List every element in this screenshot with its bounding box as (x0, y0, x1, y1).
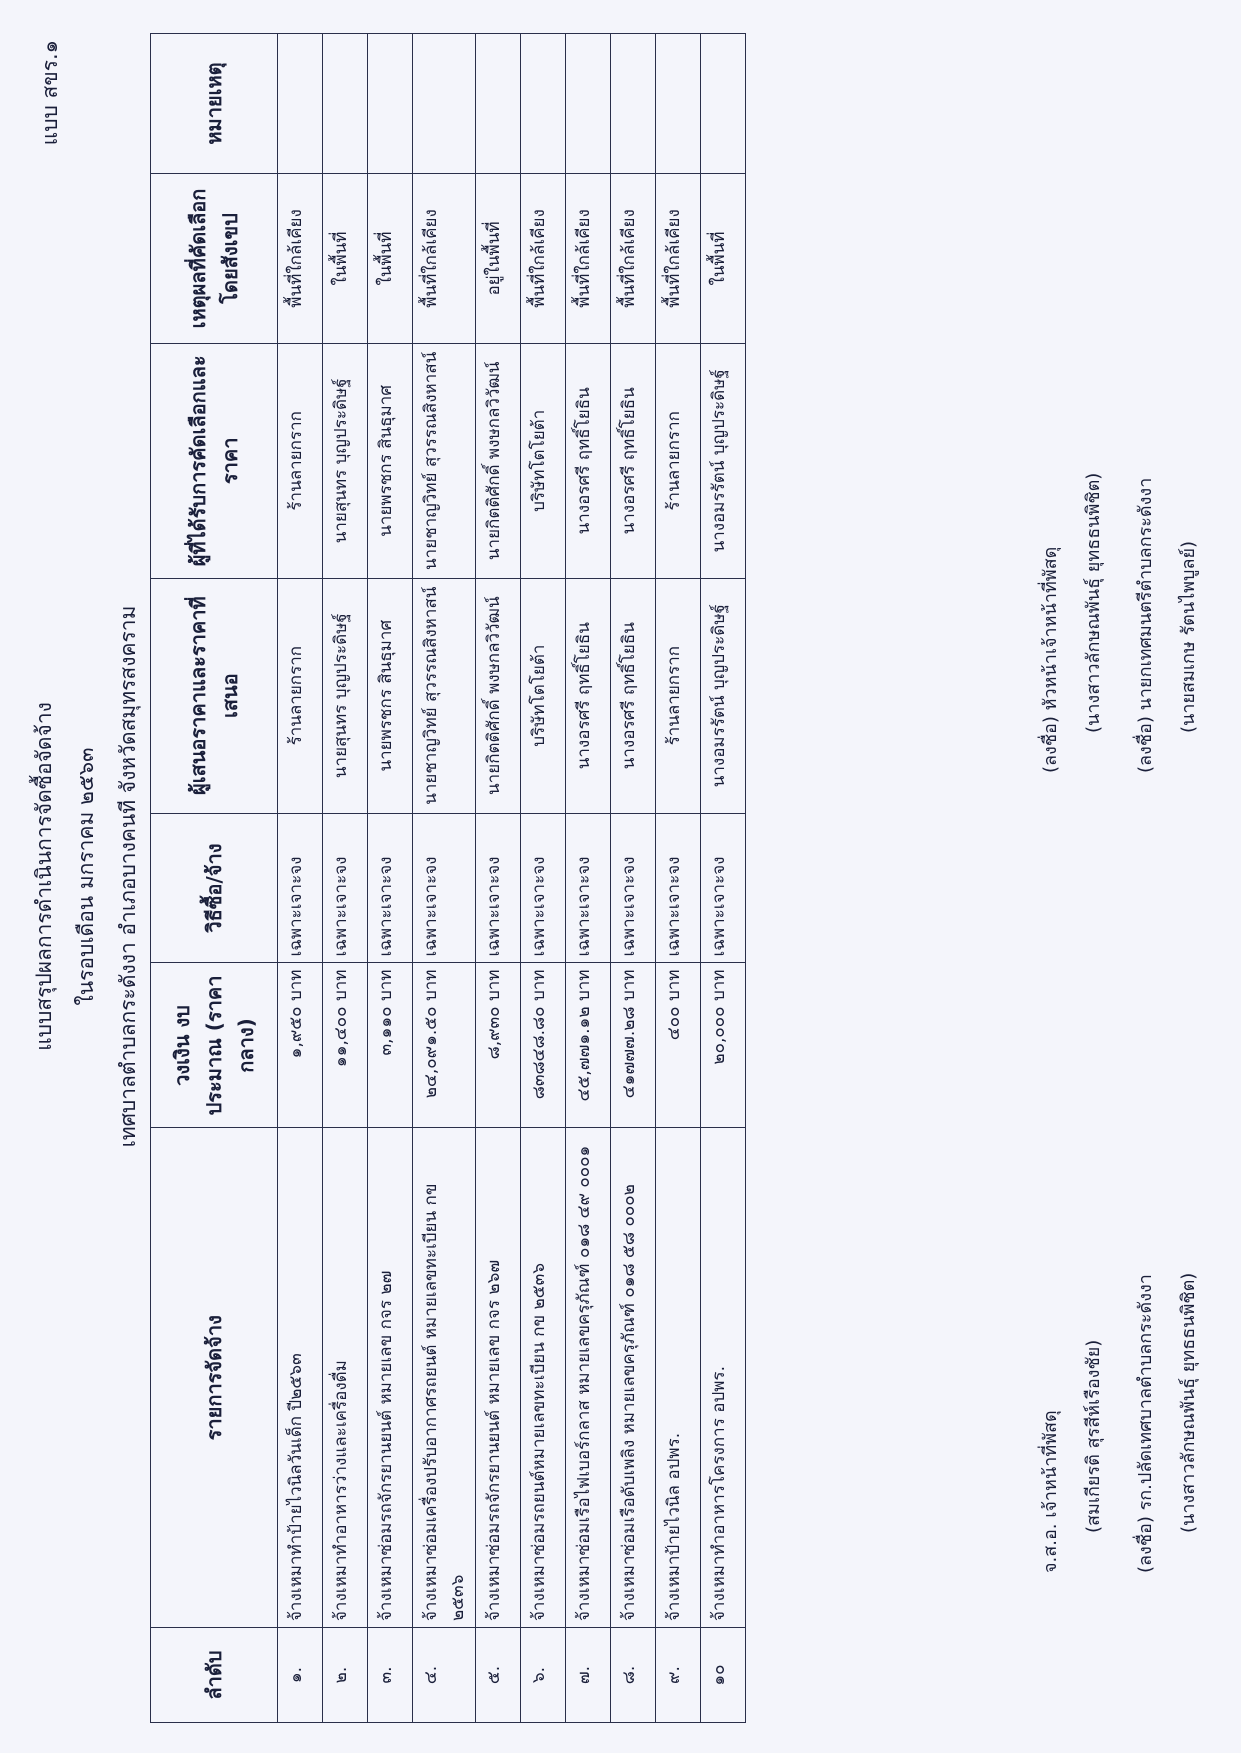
signature-mayor-title: (ลงชื่อ) นายกเทศมนตรีตำบลกระดังงา (1135, 477, 1156, 773)
cell-bidder: นางอมรรัตน์ บุญประดิษฐ์ (701, 578, 746, 813)
cell-method: เฉพาะเจาะจง (521, 813, 566, 963)
cell-no: ๑๐ (701, 1628, 746, 1723)
signature-officer-title: จ.ส.อ. เจ้าหน้าที่พัสดุ (1040, 1410, 1061, 1573)
cell-reason: พื้นที่ใกล้เคียง (656, 174, 701, 344)
cell-item: จ้างเหมาป้ายไวนิล อปพร. (656, 1128, 701, 1628)
form-code: แบบ สขร.๑ (38, 40, 62, 146)
cell-budget: ๒๐,๐๐๐ บาท (701, 963, 746, 1128)
col-header-no: ลำดับ (151, 1628, 278, 1723)
page-title: แบบสรุปผลการดำเนินการจัดซื้อจัดจ้าง (32, 702, 56, 1051)
cell-no: ๗. (566, 1628, 611, 1723)
cell-winner: นางอรศรี ฤทธิ์โยธิน (611, 343, 656, 578)
table-row (521, 34, 566, 1723)
table-row (701, 34, 746, 1723)
table-row (323, 34, 368, 1723)
cell-reason: อยู่ในพื้นที่ (476, 174, 521, 344)
cell-item: จ้างเหมาทำป้ายไวนิลวันเด็ก ปี๒๕๖๓ (278, 1128, 323, 1628)
cell-method: เฉพาะเจาะจง (476, 813, 521, 963)
table-row (278, 34, 323, 1723)
cell-no: ๔. (413, 1628, 476, 1723)
cell-no: ๘. (611, 1628, 656, 1723)
signature-deputy-title: (ลงชื่อ) รก.ปลัดเทศบาลตำบลกระดังงา (1135, 1274, 1156, 1573)
cell-note (323, 34, 368, 174)
table-row (413, 34, 476, 1723)
col-header-reason: เหตุผลที่คัดเลือกโดยสังเขป (151, 174, 278, 344)
cell-note (656, 34, 701, 174)
cell-method: เฉพาะเจาะจง (611, 813, 656, 963)
cell-item: จ้างเหมาซ่อมรถจักรยานยนต์ หมายเลข กจร ๒๖๗ (476, 1128, 521, 1628)
cell-bidder: ร้านลายกราก (278, 578, 323, 813)
cell-budget: ๔๕,๗๗๑.๑๒ บาท (566, 963, 611, 1128)
period-subtitle: ในรอบเดือน มกราคม ๒๕๖๓ (74, 747, 98, 1006)
cell-winner: นายกิตติศักดิ์ พงษกลวิวัฒน์ (476, 343, 521, 578)
cell-reason: ในพื้นที่ (368, 174, 413, 344)
cell-note (611, 34, 656, 174)
table-row (656, 34, 701, 1723)
col-header-item: รายการจัดจ้าง (151, 1128, 278, 1628)
table-row (611, 34, 656, 1723)
cell-item: จ้างเหมาซ่อมเรือไฟเบอร์กลาส หมายเลขครุภัณฑ์ ๐๑๘ ๔๙ ๐๐๐๑ (566, 1128, 611, 1628)
cell-budget: ๘,๙๓๐ บาท (476, 963, 521, 1128)
cell-method: เฉพาะเจาะจง (566, 813, 611, 963)
cell-item: จ้างเหมาซ่อมรถจักรยานยนต์ หมายเลข กจร ๒๗ (368, 1128, 413, 1628)
cell-note (476, 34, 521, 174)
cell-item: จ้างเหมาทำอาหารโครงการ อปพร. (701, 1128, 746, 1628)
cell-winner: นายชาญวิทย์ สุวรรณสิงหาสน์ (413, 343, 476, 578)
cell-winner: นางอมรรัตน์ บุญประดิษฐ์ (701, 343, 746, 578)
cell-reason: พื้นที่ใกล้เคียง (413, 174, 476, 344)
organization-subtitle: เทศบาลตำบลกระดังงา อำเภอบางคนที จังหวัดสมุทรสงคราม (116, 605, 140, 1148)
cell-bidder: บริษัทโตโยต้า (521, 578, 566, 813)
cell-bidder: นายชาญวิทย์ สุวรรณสิงหาสน์ (413, 578, 476, 813)
cell-no: ๕. (476, 1628, 521, 1723)
cell-reason: พื้นที่ใกล้เคียง (278, 174, 323, 344)
cell-method: เฉพาะเจาะจง (278, 813, 323, 963)
col-header-note: หมายเหตุ (151, 34, 278, 174)
signature-deputy-name: (นางสาวลักษณพันธุ์ ยุทธธนพิชิต) (1178, 1272, 1199, 1533)
cell-budget: ๑๑,๔๐๐ บาท (323, 963, 368, 1128)
cell-note (701, 34, 746, 174)
cell-winner: ร้านลายกราก (278, 343, 323, 578)
cell-method: เฉพาะเจาะจง (656, 813, 701, 963)
cell-reason: พื้นที่ใกล้เคียง (611, 174, 656, 344)
cell-bidder: นายกิตติศักดิ์ พงษกลวิวัฒน์ (476, 578, 521, 813)
cell-budget: ๑,๙๕๐ บาท (278, 963, 323, 1128)
cell-bidder: ร้านลายกราก (656, 578, 701, 813)
cell-bidder: นางอรศรี ฤทธิ์โยธิน (611, 578, 656, 813)
cell-item: จ้างเหมาซ่อมเรือดับเพลิง หมายเลขครุภัณฑ์ ๐๑๘ ๕๘ ๐๐๐๒ (611, 1128, 656, 1628)
table-row (476, 34, 521, 1723)
cell-no: ๖. (521, 1628, 566, 1723)
cell-note (566, 34, 611, 174)
cell-winner: บริษัทโตโยต้า (521, 343, 566, 578)
col-header-bidders: ผู้เสนอราคาและราคาที่เสนอ (151, 578, 278, 813)
cell-bidder: นางอรศรี ฤทธิ์โยธิน (566, 578, 611, 813)
cell-method: เฉพาะเจาะจง (701, 813, 746, 963)
table-header-row (151, 34, 278, 1723)
procurement-table (150, 33, 746, 1723)
signature-officer-name: (สมเกียรติ สุรสีห์เรืองชัย) (1083, 1339, 1104, 1533)
cell-bidder: นายพรชกร สินธุมาศ (368, 578, 413, 813)
cell-budget: ๔๑๗๗๗.๒๘ บาท (611, 963, 656, 1128)
cell-note (521, 34, 566, 174)
cell-reason: พื้นที่ใกล้เคียง (521, 174, 566, 344)
table-row (566, 34, 611, 1723)
cell-note (278, 34, 323, 174)
col-header-winner: ผู้ที่ได้รับการคัดเลือกและราคา (151, 343, 278, 578)
cell-winner: ร้านลายกราก (656, 343, 701, 578)
cell-winner: นายพรชกร สินธุมาศ (368, 343, 413, 578)
cell-no: ๑. (278, 1628, 323, 1723)
table-row (368, 34, 413, 1723)
cell-method: เฉพาะเจาะจง (323, 813, 368, 963)
signature-head-officer-title: (ลงชื่อ) หัวหน้าเจ้าหน้าที่พัสดุ (1040, 546, 1061, 773)
cell-method: เฉพาะเจาะจง (368, 813, 413, 963)
cell-reason: ในพื้นที่ (701, 174, 746, 344)
cell-budget: ๓,๑๑๐ บาท (368, 963, 413, 1128)
col-header-budget: วงเงิน งบประมาณ (ราคากลาง) (151, 963, 278, 1128)
signature-mayor (1130, 478, 1202, 773)
cell-no: ๓. (368, 1628, 413, 1723)
signature-deputy (1130, 1273, 1202, 1573)
col-header-method: วิธีซื้อ/จ้าง (151, 813, 278, 963)
cell-budget: ๒๔,๐๙๑.๕๐ บาท (413, 963, 476, 1128)
cell-item: จ้างเหมาซ่อมเครื่องปรับอากาศรถยนต์ หมายเลขทะเบียน กข ๒๕๓๖ (413, 1128, 476, 1628)
signature-officer (1035, 1340, 1107, 1573)
cell-item: จ้างเหมาทำอาหารว่างและเครื่องดื่ม (323, 1128, 368, 1628)
cell-note (413, 34, 476, 174)
cell-bidder: นายสุนทร บุญประดิษฐ์ (323, 578, 368, 813)
cell-budget: ๘๓๘๔๘.๘๐ บาท (521, 963, 566, 1128)
cell-reason: ในพื้นที่ (323, 174, 368, 344)
signature-head-officer-name: (นางสาวลักษณพันธุ์ ยุทธธนพิชิต) (1083, 472, 1104, 733)
cell-item: จ้างเหมาซ่อมรถยนต์หมายเลขทะเบียน กข ๒๕๓๖ (521, 1128, 566, 1628)
cell-no: ๙. (656, 1628, 701, 1723)
signature-head-officer (1035, 473, 1107, 773)
cell-note (368, 34, 413, 174)
cell-reason: พื้นที่ใกล้เคียง (566, 174, 611, 344)
cell-no: ๒. (323, 1628, 368, 1723)
cell-method: เฉพาะเจาะจง (413, 813, 476, 963)
cell-winner: นายสุนทร บุญประดิษฐ์ (323, 343, 368, 578)
cell-winner: นางอรศรี ฤทธิ์โยธิน (566, 343, 611, 578)
signature-mayor-name: (นายสมเกษ รัตนไพบูลย์) (1178, 540, 1199, 733)
cell-budget: ๔๐๐ บาท (656, 963, 701, 1128)
